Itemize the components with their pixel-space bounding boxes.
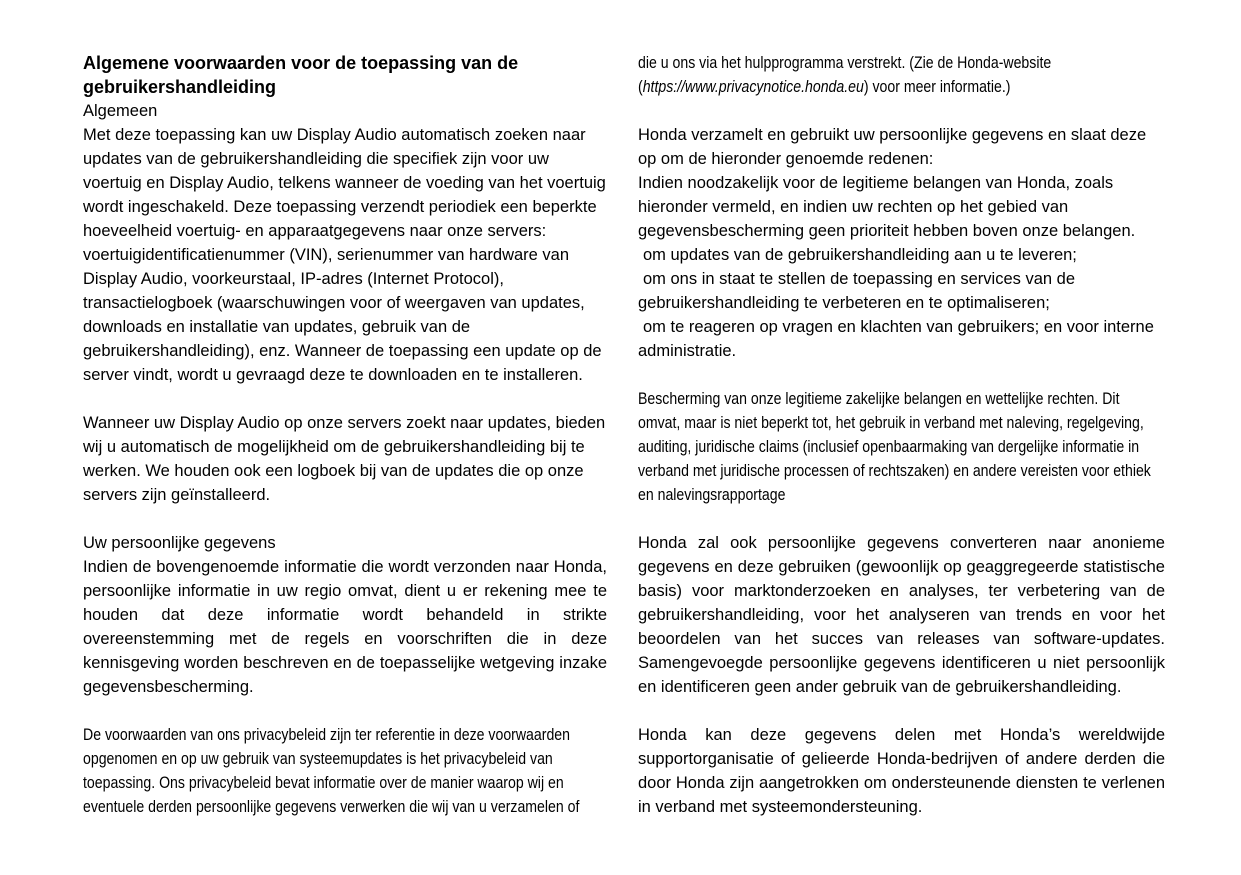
para-privacy-policy-continued	[638, 51, 1165, 99]
para-updates-search: Met deze toepassing kan uw Display Audio automatisch zoeken naar updates van de gebruikershandleiding die specifiek zijn voor uw voertuig en Display Audio, telkens wanneer de voeding van het voertuig wordt ingeschakeld. Deze toepassing verzendt periodiek een beperkte hoeveelheid voertuig- en apparaatgegevens naar onze servers: voertuigidentificatienummer (VIN), serienummer van hardware van Display Audio, voorkeurstaal, IP-adres (Internet Protocol), transactielogboek (waarschuwingen voor of weergaven van updates, downloads en installatie van updates, gebruik van de gebruikershandleiding), enz. Wanneer de toepassing een update op de server vindt, wordt u gevraagd deze te downloaden en te installeren.	[83, 126, 606, 384]
list-item-provide-updates: om updates van de gebruikershandleiding aan u te leveren;	[643, 246, 1077, 264]
para-data-sharing: Honda kan deze gegevens delen met Honda’s wereldwijde supportorganisatie of gelieerde Honda-bedrijven of andere derden die door Honda zijn aangetrokken om ondersteunende diensten te verlenen in verband met systeemondersteuning.	[638, 726, 1165, 816]
subheading-general: Algemeen	[83, 102, 158, 120]
privacy-url: https://www.privacynotice.honda.eu	[642, 78, 864, 96]
right-column	[638, 51, 1165, 819]
privacy-continued-text-after: ) voor meer informatie.)	[863, 78, 1011, 96]
para-logbook: Wanneer uw Display Audio op onze servers zoekt naar updates, bieden wij u automatisch de mogelijkheid om de gebruikershandleiding bij te werken. We houden ook een logboek bij van de updates die op onze servers zijn geïnstalleerd.	[83, 414, 606, 504]
left-column	[83, 51, 607, 819]
para-regional-info: Indien de bovengenoemde informatie die wordt verzonden naar Honda, persoonlijke informatie in uw regio omvat, dient u er rekening mee te houden dat deze informatie wordt behandeld in strikte overeenstemming met de regels en voorschriften die in deze kennisgeving worden beschreven en de toepasselijke wetgeving inzake gegevensbescherming.	[83, 558, 607, 696]
para-privacy-policy: De voorwaarden van ons privacybeleid zijn ter referentie in deze voorwaarden opgenomen en op uw gebruik van systeemupdates is het privacybeleid van toepassing. Ons privacybeleid bevat informatie over de manier waarop wij en eventuele derden persoonlijke gegevens verwerken die wij van u verzamelen of	[83, 726, 580, 816]
subheading-personal-data: Uw persoonlijke gegevens	[83, 534, 276, 552]
para-legitimate-interests: Indien noodzakelijk voor de legitieme belangen van Honda, zoals hieronder vermeld, en indien uw rechten op het gebied van gegevensbescherming geen prioriteit hebben boven onze belangen.	[638, 174, 1136, 240]
main-heading: Algemene voorwaarden voor de toepassing van de gebruikershandleiding	[83, 53, 519, 97]
list-item-improve-services: om ons in staat te stellen de toepassing en services van de gebruikershandleiding te verbeteren en te optimaliseren;	[638, 270, 1076, 312]
para-anonymous-data: Honda zal ook persoonlijke gegevens converteren naar anonieme gegevens en deze gebruiken (gewoonlijk op geaggregeerde statistische basis) voor marktonderzoeken en analyses, ter verbetering van de gebruikershandleiding, voor het analyseren van trends en voor het beoordelen van het succes van releases van software-updates. Samengevoegde persoonlijke gegevens identificeren u niet persoonlijk en identificeren geen ander gebruik van de gebruikershandleiding.	[638, 534, 1165, 696]
para-collect-intro: Honda verzamelt en gebruikt uw persoonlijke gegevens en slaat deze op om de hieronder genoemde redenen:	[638, 126, 1147, 168]
list-item-respond-questions: om te reageren op vragen en klachten van gebruikers; en voor interne administratie.	[638, 318, 1154, 360]
para-protection-legal: Bescherming van onze legitieme zakelijke belangen en wettelijke rechten. Dit omvat, maar is niet beperkt tot, het gebruik in verband met naleving, regelgeving, auditing, juridische claims (inclusief openbaarmaking van dergelijke informatie in verband met juridische processen of rechtszaken) en andere vereisten voor ethiek en nalevingsrapportage	[638, 390, 1151, 504]
privacy-continued-text-before: die u ons via het hulpprogramma verstrekt. (Zie de Honda-website (	[638, 54, 1052, 96]
